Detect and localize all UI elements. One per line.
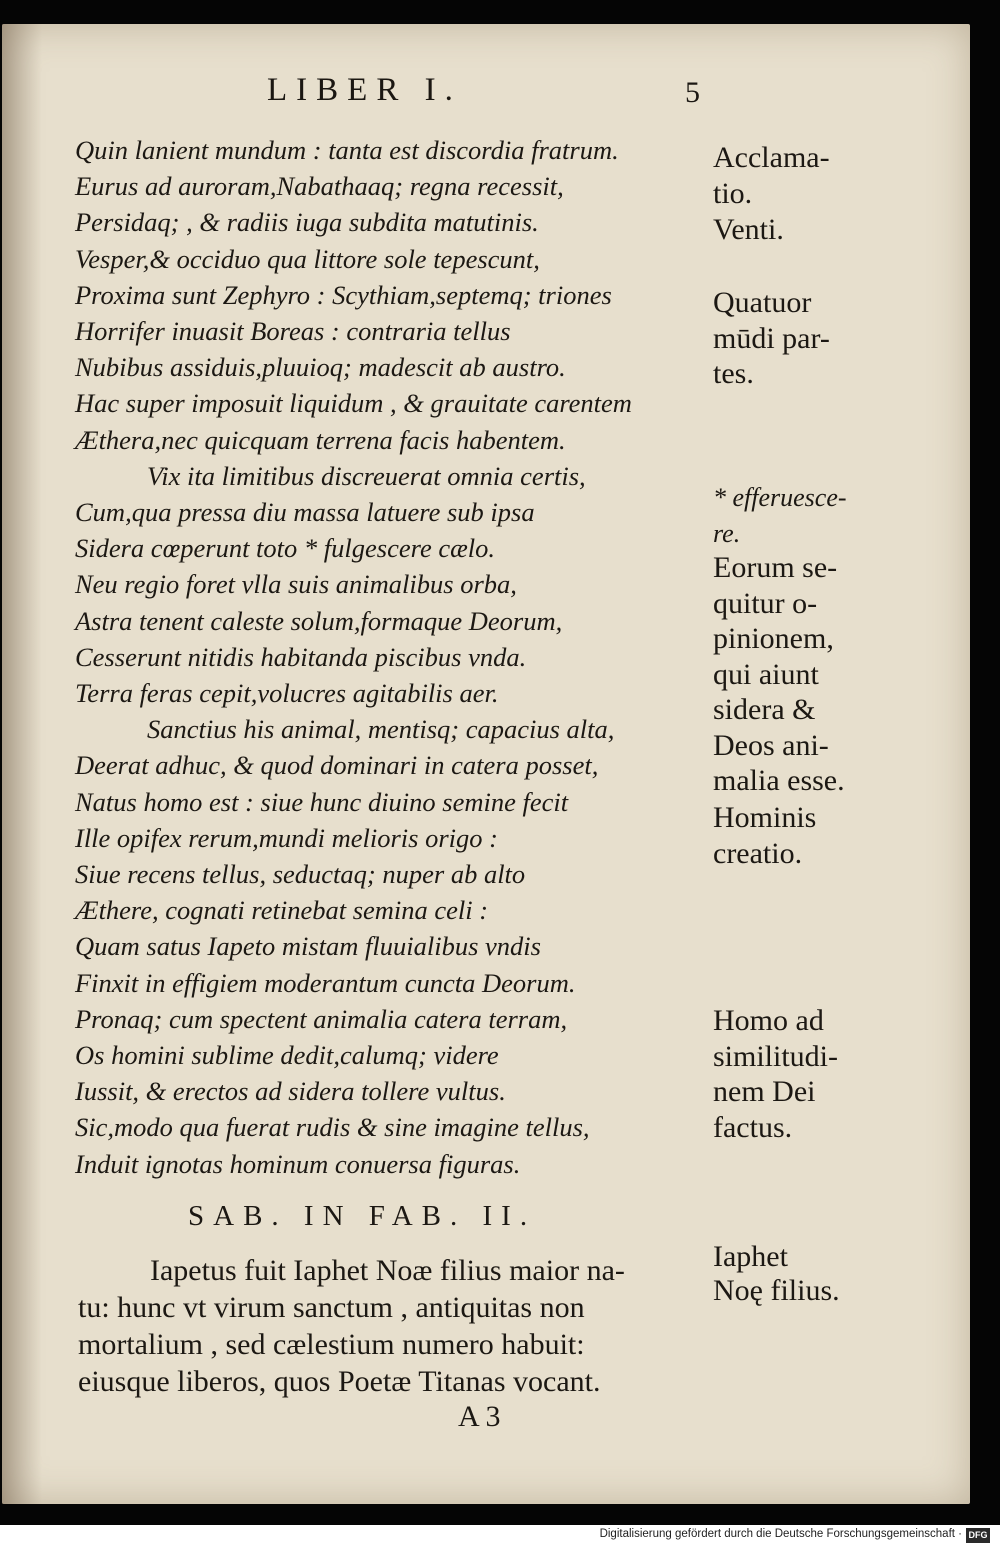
verse-line: Terra feras cepit,volucres agitabilis aer. xyxy=(75,678,499,709)
verse-line: Pronaq; cum spectent animalia catera terram, xyxy=(75,1003,568,1034)
prose-line: mortalium , sed cælestium numero habuit: xyxy=(78,1328,585,1361)
margin-note-line: Noę filius. xyxy=(713,1274,840,1307)
margin-note-line: creatio. xyxy=(713,836,803,870)
margin-note-line: sidera & xyxy=(713,693,816,726)
margin-note-eorum xyxy=(713,550,913,799)
page-number: 5 xyxy=(685,76,700,109)
margin-note-venti xyxy=(713,212,913,248)
margin-note-line: Quatuor xyxy=(713,286,812,319)
margin-note-line: Homo ad xyxy=(713,1004,824,1037)
margin-note-line: quitur o- xyxy=(713,586,818,620)
verse-line: Induit ignotas hominum conuersa figuras. xyxy=(75,1148,521,1179)
verse-line: Persidaq; , & radiis iuga subdita matutinis. xyxy=(75,207,539,238)
margin-note-line: pinionem, xyxy=(713,622,834,655)
margin-note-quatuor xyxy=(713,285,913,392)
verse-line: Vesper,& occiduo qua littore sole tepescunt, xyxy=(75,243,540,274)
margin-note-line: malia esse. xyxy=(713,764,845,797)
verse-line: Natus homo est : siue hunc diuino semine fecit xyxy=(75,786,569,817)
margin-note-line: tes. xyxy=(713,357,754,390)
verse-line: Quam satus Iapeto mistam fluuialibus vndis xyxy=(75,931,541,962)
verse-line: Neu regio foret vlla suis animalibus orba, xyxy=(75,569,517,600)
margin-note-acclamatio xyxy=(713,140,913,211)
margin-note-line: re. xyxy=(713,518,741,548)
prose-line: eiusque liberos, quos Poetæ Titanas vocant. xyxy=(78,1365,601,1398)
verse-line: Æthere, cognati retinebat semina celi : xyxy=(75,895,489,926)
book-page xyxy=(2,24,970,1504)
verse-line: Vix ita limitibus discreuerat omnia certis, xyxy=(147,460,586,491)
margin-note-line: qui aiunt xyxy=(713,657,819,691)
verse-line: Sanctius his animal, mentisq; capacius alta, xyxy=(147,714,615,745)
verse-line: Finxit in effigiem moderantum cuncta Deorum. xyxy=(75,967,576,998)
margin-note-line: Iaphet xyxy=(713,1240,788,1273)
verse-line: Horrifer inuasit Boreas : contraria tellus xyxy=(75,316,511,347)
footer-bar xyxy=(0,1525,1000,1547)
margin-note-line: Deos ani- xyxy=(713,728,829,762)
verse-line: Eurus ad auroram,Nabathaaq; regna recessit, xyxy=(75,171,564,202)
verse-line: Sidera cœperunt toto * fulgescere cælo. xyxy=(75,533,496,564)
margin-note-line: Eorum se- xyxy=(713,551,838,584)
margin-note-hominis xyxy=(713,800,913,871)
verse-block xyxy=(75,132,715,1182)
margin-note-line: Acclama- xyxy=(713,141,830,174)
dfg-logo-icon: DFG xyxy=(966,1528,990,1543)
margin-note-line: Venti. xyxy=(713,213,784,246)
verse-line: Os homini sublime dedit,calumq; videre xyxy=(75,1040,499,1071)
margin-note-line: tio. xyxy=(713,176,753,210)
verse-line: Quin lanient mundum : tanta est discordia fratrum. xyxy=(75,135,619,165)
verse-line: Ille opifex rerum,mundi melioris origo : xyxy=(75,822,498,853)
margin-note-line: factus. xyxy=(713,1110,793,1144)
prose-line: Iapetus fuit Iaphet Noæ filius maior na- xyxy=(150,1254,625,1287)
verse-line: Æthera,nec quicquam terrena facis habentem. xyxy=(75,424,566,455)
verse-line: Sic,modo qua fuerat rudis & sine imagine tellus, xyxy=(75,1112,590,1143)
verse-line: Cum,qua pressa diu massa latuere sub ipsa xyxy=(75,497,535,528)
margin-note-iaphet xyxy=(713,1240,913,1308)
verse-line: Deerat adhuc, & quod dominari in catera posset, xyxy=(75,750,599,781)
verse-line: Siue recens tellus, seductaq; nuper ab alto xyxy=(75,859,526,890)
running-head: LIBER I. xyxy=(267,72,462,108)
verse-line: Iussit, & erectos ad sidera tollere vultus. xyxy=(75,1076,506,1107)
margin-note-line: * efferuesce- xyxy=(713,483,847,512)
signature-mark: A 3 xyxy=(458,1400,501,1433)
margin-note-line: mūdi par- xyxy=(713,321,830,355)
verse-line: Proxima sunt Zephyro : Scythiam,septemq; triones xyxy=(75,279,612,310)
margin-note-line: similitudi- xyxy=(713,1039,839,1073)
section-heading: SAB. IN FAB. II. xyxy=(188,1200,537,1232)
verse-line: Nubibus assiduis,pluuioq; madescit ab austro. xyxy=(75,352,566,383)
funding-credit: Digitalisierung gefördert durch die Deutsche Forschungsgemeinschaft · xyxy=(599,1528,962,1540)
margin-note-homo-ad xyxy=(713,1003,913,1145)
verse-line: Cesserunt nitidis habitanda piscibus vnda. xyxy=(75,641,527,672)
prose-line: tu: hunc vt virum sanctum , antiquitas non xyxy=(78,1291,585,1324)
verse-line: Hac super imposuit liquidum , & grauitate carentem xyxy=(75,388,632,419)
margin-note-efferuescere xyxy=(713,480,913,551)
prose-paragraph xyxy=(78,1252,718,1400)
margin-note-line: nem Dei xyxy=(713,1075,816,1108)
margin-note-line: Hominis xyxy=(713,801,817,834)
verse-line: Astra tenent caleste solum,formaque Deorum, xyxy=(75,605,563,636)
